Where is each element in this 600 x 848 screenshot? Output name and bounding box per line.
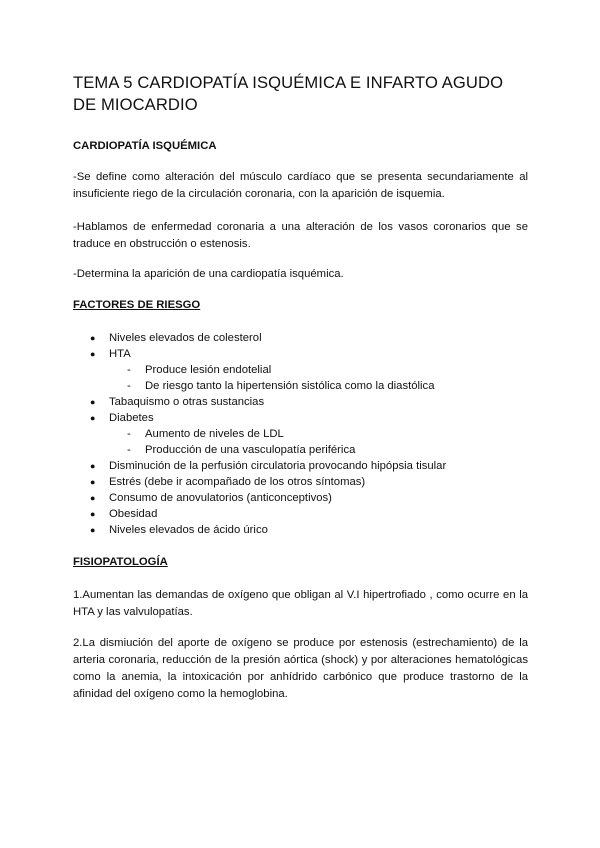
bullet-icon: ● xyxy=(90,477,96,487)
bullet-icon: ● xyxy=(90,333,96,343)
paragraph-oxygen-supply: 2.La dismiución del aporte de oxígeno se produce por estenosis (estrechamiento) de la arteria coronaria, reducción de la presión aórtica (shock) y por alteraciones hematológicas como la anemia, la intoxicación por anhídrido carbónico que produce trastorno de la afinidad del oxígeno como la hemoglobina. xyxy=(73,637,528,700)
list-item: ● Niveles elevados de ácido úrico xyxy=(90,524,268,536)
dash-icon: - xyxy=(127,364,131,376)
list-item: ● Estrés (debe ir acompañado de los otros síntomas) xyxy=(90,476,366,488)
section-heading-cardiopatia: CARDIOPATÍA ISQUÉMICA xyxy=(73,140,217,152)
list-item: ● HTA xyxy=(90,348,131,360)
dash-icon: - xyxy=(127,380,131,392)
risk-factors-list xyxy=(73,330,528,538)
paragraph-determines: -Determina la aparición de una cardiopatía isquémica. xyxy=(73,268,344,280)
list-item: ● Niveles elevados de colesterol xyxy=(90,332,262,344)
sub-list-item: - Aumento de niveles de LDL xyxy=(127,428,284,440)
list-item: ● Disminución de la perfusión circulatoria provocando hipópsia tisular xyxy=(90,460,447,472)
bullet-icon: ● xyxy=(90,349,96,359)
dash-icon: - xyxy=(127,428,131,440)
paragraph-definition: -Se define como alteración del músculo cardíaco que se presenta secundariamente al insuficiente riego de la circulación coronaria, con la aparición de isquemia. xyxy=(73,171,528,200)
list-item: ● Tabaquismo o otras sustancias xyxy=(90,396,265,408)
bullet-icon: ● xyxy=(90,461,96,471)
bullet-icon: ● xyxy=(90,525,96,535)
sub-list-item: - Produce lesión endotelial xyxy=(127,364,272,376)
sub-list-item: - De riesgo tanto la hipertensión sistólica como la diastólica xyxy=(127,380,435,392)
sub-list-item: - Producción de una vasculopatía periférica xyxy=(127,444,356,456)
list-item: ● Consumo de anovulatorios (anticonceptivos) xyxy=(90,492,332,504)
risk-factors-heading: FACTORES DE RIESGO xyxy=(73,299,201,311)
list-item: ● Obesidad xyxy=(90,508,158,520)
bullet-icon: ● xyxy=(90,397,96,407)
bullet-icon: ● xyxy=(90,509,96,519)
paragraph-coronary-disease: -Hablamos de enfermedad coronaria a una alteración de los vasos coronarios que se traduce en obstrucción o estenosis. xyxy=(73,221,528,250)
document-title: TEMA 5 CARDIOPATÍA ISQUÉMICA E INFARTO AGUDO DE MIOCARDIO xyxy=(73,73,504,114)
dash-icon: - xyxy=(127,444,131,456)
paragraph-oxygen-demand: 1.Aumentan las demandas de oxígeno que obligan al V.I hipertrofiado , como ocurre en la HTA y las valvulopatías. xyxy=(73,589,528,618)
bullet-icon: ● xyxy=(90,493,96,503)
bullet-icon: ● xyxy=(90,413,96,423)
physiopathology-heading: FISIOPATOLOGÍA xyxy=(73,556,168,568)
list-item: ● Diabetes xyxy=(90,412,154,424)
